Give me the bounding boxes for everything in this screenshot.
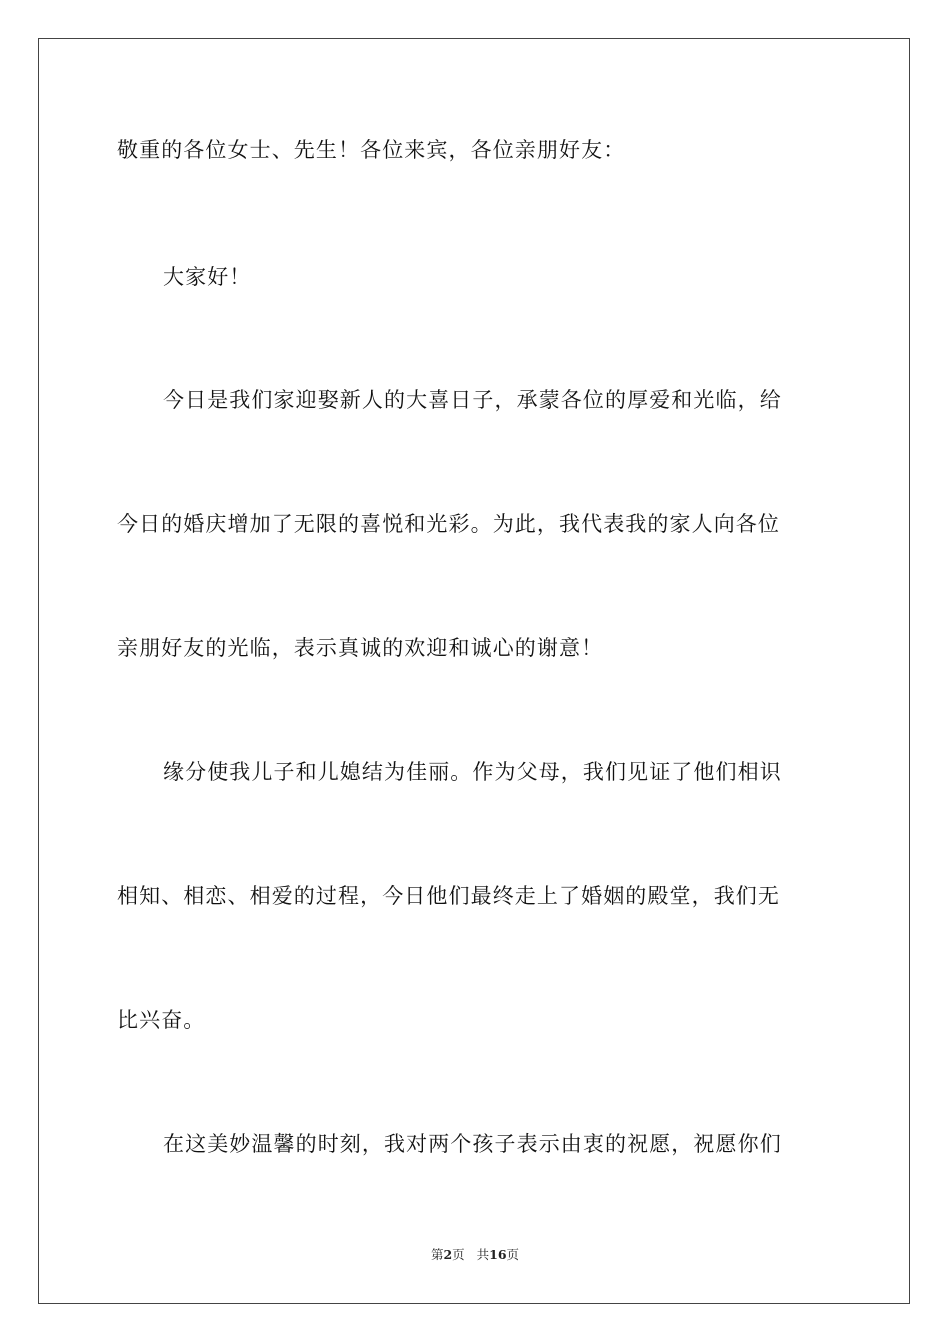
paragraph-line-6: 缘分使我儿子和儿媳结为佳丽。作为父母，我们见证了他们相识 <box>163 760 782 784</box>
paragraph-line-1: 敬重的各位女士、先生！各位来宾，各位亲朋好友： <box>117 138 626 162</box>
page-border <box>38 38 910 1304</box>
page-prefix: 第 <box>430 1247 444 1262</box>
page-footer <box>0 1245 950 1263</box>
paragraph-line-3: 今日是我们家迎娶新人的大喜日子，承蒙各位的厚爱和光临，给 <box>163 388 782 412</box>
page-number: 2 <box>443 1247 453 1262</box>
paragraph-line-4: 今日的婚庆增加了无限的喜悦和光彩。为此，我代表我的家人向各位 <box>117 512 780 536</box>
paragraph-line-5: 亲朋好友的光临，表示真诚的欢迎和诚心的谢意！ <box>117 636 604 660</box>
total-pages: 16 <box>489 1247 507 1262</box>
paragraph-line-2: 大家好！ <box>163 265 252 289</box>
paragraph-line-7: 相知、相恋、相爱的过程，今日他们最终走上了婚姻的殿堂，我们无 <box>117 884 780 908</box>
total-prefix: 共 <box>476 1247 490 1262</box>
total-suffix: 页 <box>506 1247 520 1262</box>
paragraph-line-9: 在这美妙温馨的时刻，我对两个孩子表示由衷的祝愿，祝愿你们 <box>163 1132 782 1156</box>
paragraph-line-8: 比兴奋。 <box>117 1008 206 1032</box>
page-suffix: 页 <box>452 1247 465 1262</box>
